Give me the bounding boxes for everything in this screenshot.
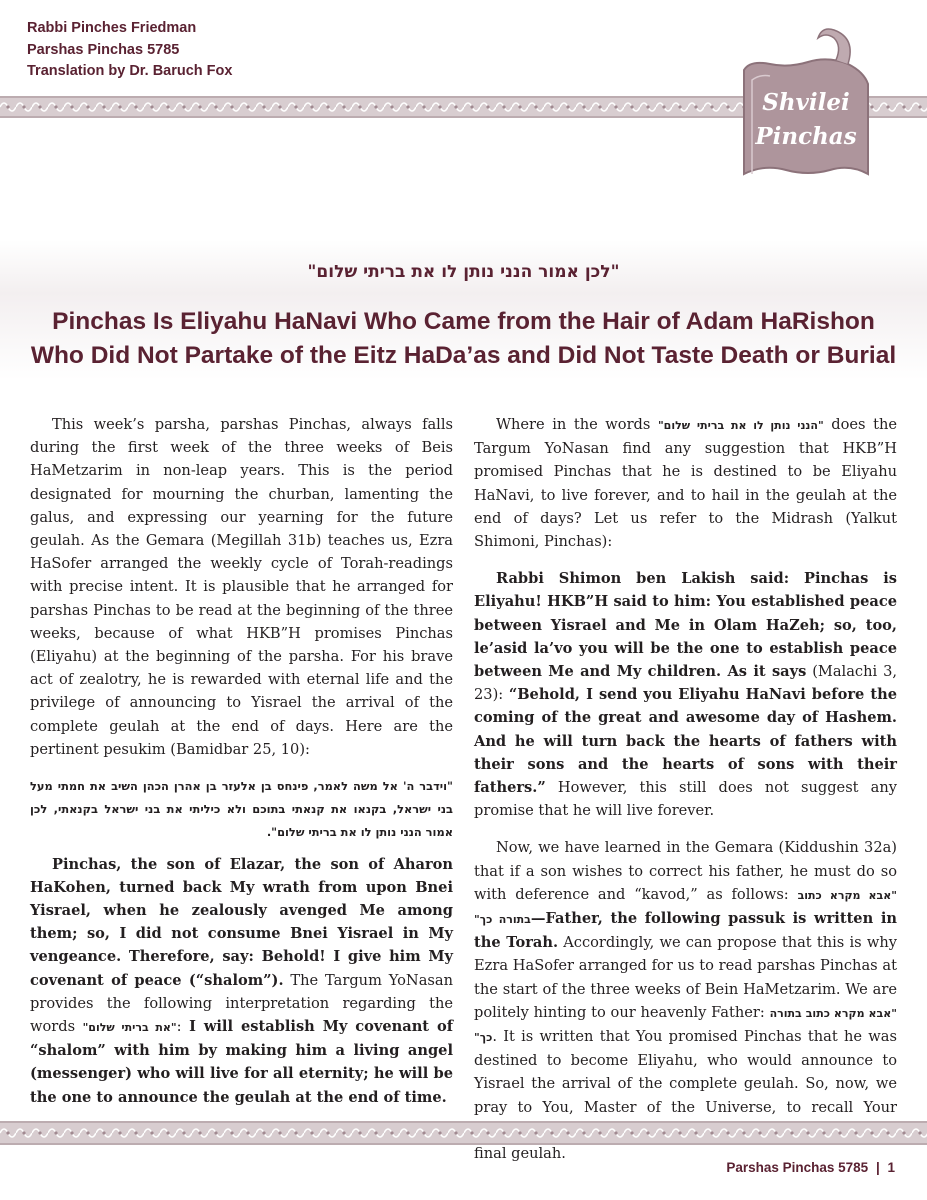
right-p3-a: Now, we have learned in the Gemara (Kiddushin 32a) that if a son wishes to correct his father, he must do so with deference and “kavod,” as follows: — [474, 839, 897, 903]
hebrew-inline-1: "את בריתי שלום" — [82, 1021, 177, 1035]
midrash-quote: Rabbi Shimon ben Lakish said: Pinchas is Eliyahu! HKB”H said to him: You established peace between Yisrael and Me in Olam HaZeh; so, too, le’asid la’vo you will be the one to establish peace between Me and My children. As it says — [474, 570, 897, 681]
right-column — [474, 413, 897, 1179]
left-paragraph-1: This week’s parsha, parshas Pinchas, always falls during the first week of the three weeks of Beis HaMetzarim in non-leap years. This is the period designated for mourning the churban, lamenting the galus, and expressing our yearning for the future geulah. As the Gemara (Megillah 31b) teaches us, Ezra HaSofer arranged the weekly cycle of Torah-readings with precise intent. It is plausible that he arranged for parshas Pinchas to be read at the beginning of the three weeks, because of what HKB”H promises Pinchas (Eliyahu) at the beginning of the parsha. For his brave act of zealotry, he is rewarded with eternal life and the privilege of announcing to Yisrael the arrival of the complete geulah at the end of days. Here are the pertinent pesukim (Bamidbar 25, 10): — [30, 416, 453, 758]
malachi-quote: “Behold, I send you Eliyahu HaNavi before the coming of the great and awesome day of Hashem. And he will turn back the hearts of fathers with their sons and the hearts of sons with their fathers.” — [474, 686, 897, 797]
page-footer — [726, 1160, 895, 1175]
right-paragraph-1 — [474, 413, 897, 553]
hebrew-inline-2: "הנני נותן לו את בריתי שלום" — [657, 419, 824, 432]
left-paragraph-2 — [30, 853, 453, 1109]
right-p3-c: . It is written that You promised Pinchas that he was destined to become Eliyahu, who would announce to Yisrael the arrival of the complete geulah. So, now, we pray to You, Master of the Universe, to recall Your final geulah. — [474, 1028, 897, 1163]
bottom-ornament-band — [0, 1121, 927, 1145]
hebrew-title: "לכן אמור הנני נותן לו את בריתי שלום" — [307, 262, 620, 282]
logo-line1: Shvilei — [762, 89, 850, 116]
logo-line2: Pinchas — [755, 123, 857, 150]
gemara-translation: —Father, the following passuk is written in the Torah. — [474, 910, 897, 952]
header-credits — [27, 18, 232, 83]
title-line-1: Pinchas Is Eliyahu HaNavi Who Came from the Hair of Adam HaRishon — [52, 308, 875, 335]
shvilei-pinchas-logo — [730, 24, 880, 182]
right-p1-b: does the Targum YoNasan find any suggestion that HKB”H promised Pinchas that he is destined to be Eliyahu HaNavi, to live forever, and to hail in the geulah at the end of days? Let us refer to the Midrash (Yalkut Shimoni, Pinchas): — [474, 416, 897, 551]
hebrew-inline-4: "אבא מקרא כתוב בתורה כך" — [474, 1006, 897, 1045]
hebrew-inline-3: "אבא מקרא כתוב בתורה כך" — [474, 888, 897, 927]
footer-separator: | — [875, 1160, 880, 1175]
right-p3-b: Accordingly, we can propose that this is why Ezra HaSofer arranged for us to read parshas Pinchas at the start of the three weeks of Bein HaMetzarim. We are politely hinting to our heavenly Father: — [474, 934, 897, 1021]
malachi-ref: (Malachi 3, 23): — [474, 663, 897, 704]
left-column — [30, 413, 453, 1123]
article-title — [0, 305, 927, 373]
footer-label: Parshas Pinchas 5785 — [726, 1160, 869, 1175]
hebrew-quote: "וידבר ה' אל משה לאמר, פינחס בן אלעזר בן אהרן הכהן השיב את חמתי מעל בני ישראל, בקנאו את קנאתי בתוכם ולא כיליתי את בני ישראל בקנאתי, לכן אמור הנני נותן לו את בריתי שלום". — [30, 779, 453, 840]
targum-translation: I will establish My covenant of “shalom” with him by making him a living angel (messenger) who will live for all eternity; he will be the one to announce the geulah at the end of time. — [30, 1018, 453, 1106]
left-p2-colon: : — [176, 1018, 190, 1036]
author-name: Rabbi Pinches Friedman — [27, 20, 197, 36]
right-p2-text: However, this still does not suggest any promise that he will live forever. — [474, 779, 897, 820]
translator-credit: Translation by Dr. Baruch Fox — [27, 63, 233, 79]
pasuk-translation: Pinchas, the son of Elazar, the son of Aharon HaKohen, turned back My wrath from upon Bnei Yisrael, when he zealously avenged Me among them; so, I did not consume Bnei Yisrael in My vengeance. Therefore, say: Behold! I give him My covenant of peace (“shalom”). — [30, 855, 453, 989]
parsha-name: Parshas Pinchas 5785 — [27, 41, 180, 58]
left-p2-text: The Targum YoNasan provides the following interpretation regarding the words — [30, 971, 453, 1036]
right-p1-a: Where in the words — [496, 416, 658, 433]
right-paragraph-3 — [474, 836, 897, 1165]
title-line-2: Who Did Not Partake of the Eitz HaDa’as and Did Not Taste Death or Burial — [30, 342, 897, 369]
right-paragraph-2 — [474, 567, 897, 822]
page-number: 1 — [887, 1160, 895, 1175]
